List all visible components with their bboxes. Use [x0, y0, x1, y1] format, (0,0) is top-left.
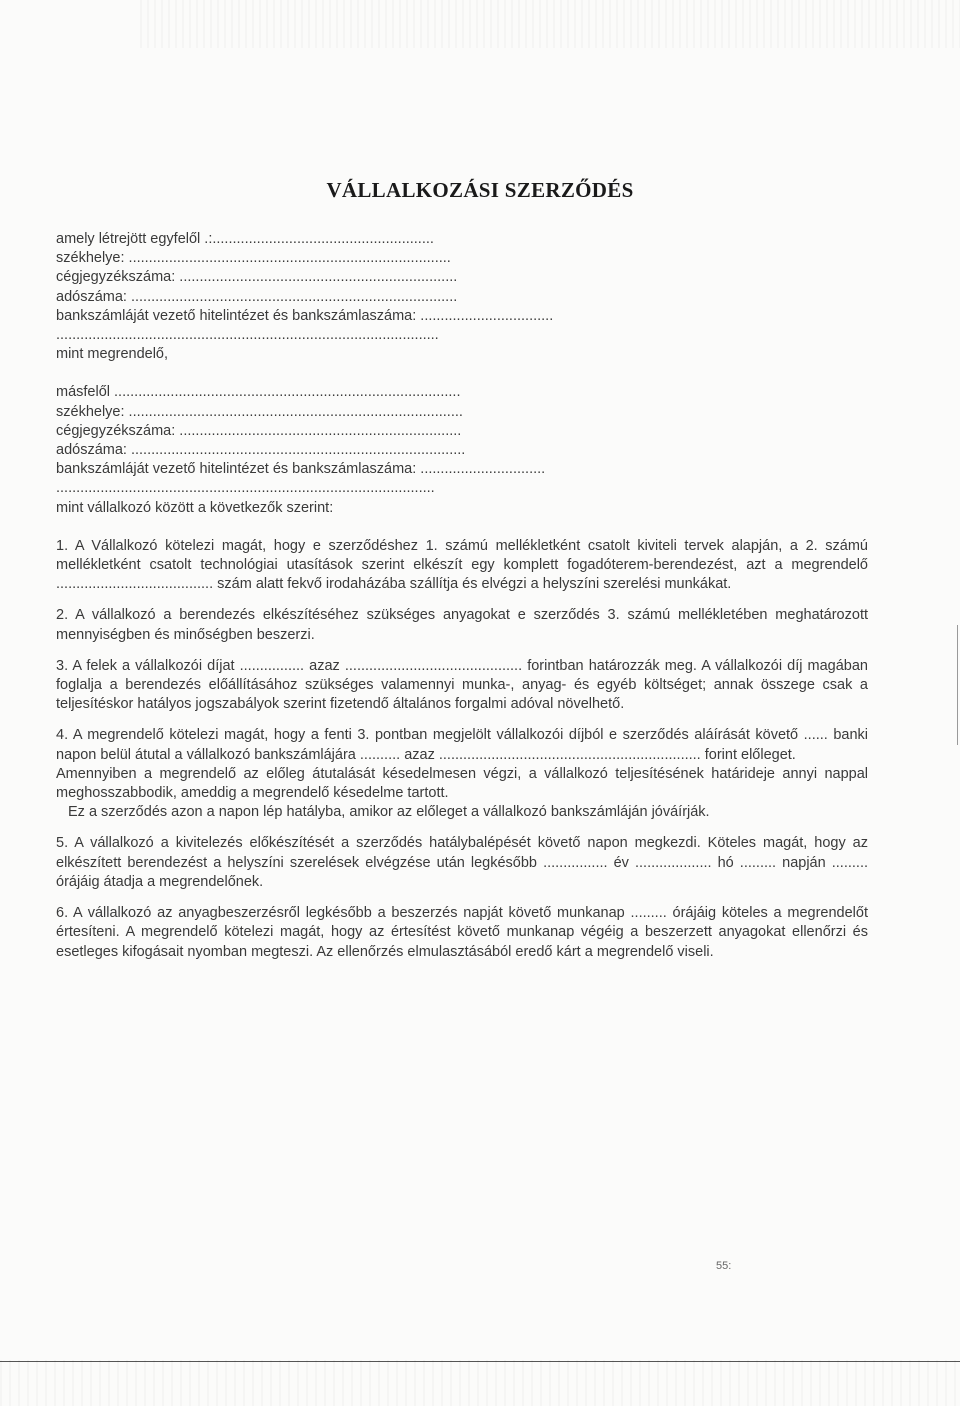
section-4-delay-clause: Amennyiben a megrendelő az előleg átutalását késedelmesen végzi, a vállalkozó teljesítésének határideje annyi nappal meghosszabbodik, ameddig a megrendelő késedelme tartott. [56, 765, 868, 802]
party-two-block [56, 383, 868, 517]
section-5: 5. A vállalkozó a kivitelezés előkészítését a szerződés hatálybalépését követő napon megkezdi. Köteles magát, hogy az elkészített berendezést a helyszíni szerelések elvégzése után legkésőbb ................ év ................... hó ......... napján ......... órájáig átadja a megrendelőnek. [56, 835, 868, 890]
party-one-block [56, 230, 868, 364]
section-6: 6. A vállalkozó az anyagbeszerzésről legkésőbb a beszerzés napját követő munkanap ......... órájáig köteles a megrendelőt értesíteni. A megrendelő kötelezi magát, hogy az értesítést követő munkanap végéig a beszerzett anyagokat ellenőrzi és esetleges kifogásait nyomban megteszi. Az ellenőrzés elmulasztásából eredő kárt a megrendelő viseli. [56, 905, 868, 960]
section-4-effective-clause: Ez a szerződés azon a napon lép hatályba, amikor az előleget a vállalkozó bankszámláján jóváírják. [68, 804, 710, 821]
scan-noise-bottom [0, 1360, 960, 1406]
party-two-bank-cont: .............................................................................................. [56, 480, 435, 497]
party-one-bank-cont: ............................................................................................... [56, 327, 439, 344]
page-number: 55: [716, 1260, 732, 1272]
party-one-bank: bankszámláját vezető hitelintézet és bankszámlaszáma: ................................. [56, 307, 554, 324]
party-one-tax-no: adószáma: ................................................................................. [56, 288, 458, 305]
party-one-role: mint megrendelő, [56, 346, 169, 363]
party-one-intro: amely létrejött egyfelől .:....................................................... [56, 231, 434, 247]
party-one-company-reg: cégjegyzékszáma: ..................................................................... [56, 269, 458, 286]
party-two-company-reg: cégjegyzékszáma: ...................................................................... [56, 422, 462, 439]
party-one-seat: székhelye: ................................................................................ [56, 250, 451, 267]
party-two-intro: másfelől ...................................................................................... [56, 384, 461, 401]
section-2: 2. A vállalkozó a berendezés elkészítéséhez szükséges anyagokat e szerződés 3. számú mellékletében meghatározott mennyiségben és minőségben beszerzi. [56, 607, 868, 643]
section-4: 4. A megrendelő kötelezi magát, hogy a fenti 3. pontban megjelölt vállalkozói díjból e szerződés aláírását követő ...... banki napon belül átutal a vállalkozó bankszámlájára .......... azaz ................................................................. forint előleget. [56, 727, 868, 763]
party-two-tax-no: adószáma: ................................................................................... [56, 442, 466, 459]
scan-edge-mark [957, 625, 958, 745]
party-two-role: mint vállalkozó között a következők szerint: [56, 499, 334, 516]
party-two-bank: bankszámláját vezető hitelintézet és bankszámlaszáma: ............................... [56, 461, 546, 478]
document-body [56, 230, 868, 962]
party-two-seat: székhelye: ................................................................................... [56, 403, 463, 420]
scan-noise-top [140, 0, 960, 48]
section-1: 1. A Vállalkozó kötelezi magát, hogy e szerződéshez 1. számú mellékletként csatolt kiviteli tervek alapján, a 2. számú mellékletként csatolt technológiai utasítások szerint elkészít egy komplett fogadóterem-berendezést, azt a megrendelő ....................................... szám alatt fekvő irodaházába szállítja és elvégzi a helyszíni szerelési munkákat. [56, 537, 868, 593]
section-3: 3. A felek a vállalkozói díjat ................ azaz ............................................ forintban határozzák meg. A vállalkozói díj magában foglalja a berendezés előállításához szükséges valamennyi munka-, anyag- és egyéb költséget; annak összege csak a teljesítéskor hatályos jogszabályok szerint fizetendő általános forgalmi adóval növelhető. [56, 657, 868, 713]
document-title: VÁLLALKOZÁSI SZERZŐDÉS [326, 178, 634, 202]
